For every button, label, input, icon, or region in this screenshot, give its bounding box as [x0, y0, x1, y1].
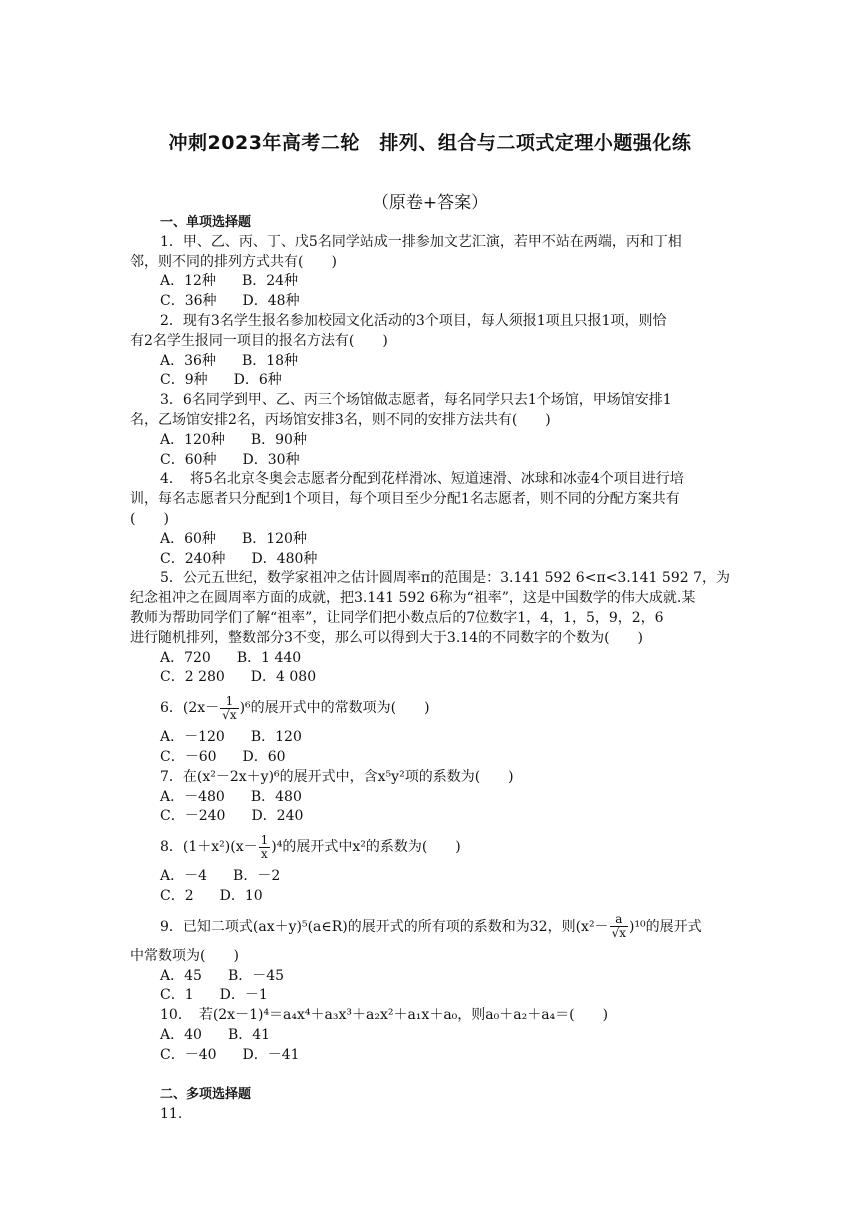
question-2-options-cd	[130, 371, 730, 391]
option-d: D．240	[251, 808, 304, 825]
option-b: B．480	[250, 788, 302, 805]
question-3-options-ab	[130, 431, 730, 451]
question-4-options-cd	[130, 550, 730, 570]
section-heading-multiple-choice: 二、多项选择题	[160, 1087, 252, 1103]
fraction-numerator: a	[610, 913, 628, 927]
question-9-options-ab	[130, 967, 730, 987]
option-a: A．－4	[160, 868, 208, 885]
question-list	[130, 213, 730, 1125]
option-a: A．－120	[160, 729, 225, 746]
question-9-text-pre: 9．已知二项式(ax＋y)⁵(a∈R)的展开式的所有项的系数和为32，则(x²－	[160, 918, 609, 935]
option-c: C．2	[160, 887, 194, 904]
question-6-options-cd	[130, 748, 730, 768]
question-5-line-4: 进行随机排列，整数部分3不变，那么可以得到大于3.14的不同数字的个数为( )	[130, 629, 644, 646]
option-d: D．60	[242, 748, 286, 765]
option-a: A．36种	[160, 352, 216, 369]
question-8-text-post: )⁴的展开式中x²的系数为( )	[271, 839, 461, 856]
option-b: B．90种	[250, 431, 307, 448]
option-c: C．60种	[160, 451, 217, 468]
question-3-line-2: 名，乙场馆安排2名，丙场馆安排3名，则不同的安排方法共有( )	[130, 411, 551, 428]
question-1-line-1: 1．甲、乙、丙、丁、戊5名同学站成一排参加文艺汇演，若甲不站在两端，丙和丁相	[160, 233, 682, 250]
fraction-numerator: 1	[220, 695, 238, 709]
option-a: A．45	[160, 967, 202, 984]
page-title: 冲刺2023年高考二轮 排列、组合与二项式定理小题强化练	[168, 132, 692, 154]
section-heading-single-choice: 一、单项选择题	[160, 215, 252, 230]
question-5-options-ab	[130, 649, 730, 669]
question-9-line-2: 中常数项为( )	[130, 947, 239, 964]
question-10-options-ab	[130, 1026, 730, 1046]
option-d: D．4 080	[250, 669, 317, 686]
question-5-line-3: 教师为帮助同学们了解“祖率”，让同学们把小数点后的7位数字1，4，1，5，9，2，6	[130, 609, 664, 626]
fraction	[259, 834, 271, 861]
fraction-denominator: x	[261, 846, 268, 861]
question-3-options-cd	[130, 451, 730, 471]
question-5-line-1: 5．公元五世纪，数学家祖冲之估计圆周率π的范围是：3.141 592 6<π<3.141 592 7，为	[160, 570, 730, 587]
question-6-text-post: )⁶的展开式中的常数项为( )	[239, 700, 430, 717]
option-c: C．－60	[160, 748, 217, 765]
option-d: D．480种	[251, 550, 318, 567]
option-c: C．9种	[160, 372, 208, 389]
fraction	[610, 913, 628, 940]
option-c: C．240种	[160, 550, 226, 567]
question-8-text-pre: 8．(1＋x²)(x－	[160, 839, 258, 856]
option-b: B．1 440	[236, 649, 302, 666]
question-4-options-ab	[130, 530, 730, 550]
option-a: A．12种	[160, 273, 216, 290]
question-1-options-ab	[130, 272, 730, 292]
question-7-stem: 7．在(x²－2x＋y)⁶的展开式中，含x⁵y²项的系数为( )	[160, 768, 514, 785]
option-a: A．720	[160, 649, 211, 666]
option-d: D．48种	[242, 293, 300, 310]
question-9-stem	[130, 907, 730, 947]
option-b: B．41	[227, 1026, 271, 1043]
question-5-line-2: 纪念祖冲之在圆周率方面的成就，把3.141 592 6称为“祖率”，这是中国数学的伟大成就.某	[130, 590, 696, 607]
question-10-options-cd	[130, 1046, 730, 1066]
question-2-options-ab	[130, 352, 730, 372]
question-9-text-post: )¹⁰的展开式	[628, 918, 702, 935]
question-6-stem	[130, 688, 730, 728]
question-8-stem	[130, 827, 730, 867]
option-a: A．120种	[160, 431, 225, 448]
question-6-text-pre: 6．(2x－	[160, 700, 220, 717]
option-a: A．－480	[160, 788, 225, 805]
question-5-options-cd	[130, 668, 730, 688]
question-4-line-1: 4． 将5名北京冬奥会志愿者分配到花样滑冰、短道速滑、冰球和冰壶4个项目进行培	[160, 471, 684, 488]
option-b: B．120	[250, 729, 302, 746]
question-3-line-1: 3．6名同学到甲、乙、丙三个场馆做志愿者，每名同学只去1个场馆，甲场馆安排1	[160, 392, 672, 409]
question-7-options-cd	[130, 807, 730, 827]
option-d: D．10	[219, 887, 263, 904]
question-7-options-ab	[130, 788, 730, 808]
question-11-number: 11.	[160, 1106, 183, 1123]
question-9-options-cd	[130, 986, 730, 1006]
option-c: C．1	[160, 987, 194, 1004]
option-a: A．60种	[160, 530, 216, 547]
question-8-options-ab	[130, 867, 730, 887]
option-c: C．－240	[160, 808, 226, 825]
option-d: D．30种	[242, 451, 300, 468]
spacer	[130, 1065, 730, 1085]
option-b: B．120种	[241, 530, 307, 547]
question-4-line-2: 训，每名志愿者只分配到1个项目，每个项目至少分配1名志愿者，则不同的分配方案共有	[130, 491, 680, 508]
question-2-line-2: 有2名学生报同一项目的报名方法有( )	[130, 332, 388, 349]
fraction-denominator: √x	[611, 926, 626, 941]
option-b: B．－2	[233, 868, 281, 885]
option-c: C．36种	[160, 293, 217, 310]
question-1-line-2: 邻，则不同的排列方式共有( )	[130, 253, 337, 270]
option-d: D．6种	[233, 372, 282, 389]
option-d: D．－41	[242, 1046, 300, 1063]
question-8-options-cd	[130, 887, 730, 907]
question-10-stem: 10． 若(2x－1)⁴＝a₄x⁴＋a₃x³＋a₂x²＋a₁x＋a₀，则a₀＋a₂＋a₄＝( )	[160, 1007, 609, 1024]
option-b: B．24种	[241, 273, 299, 290]
fraction-numerator: 1	[260, 832, 269, 847]
fraction-denominator: √x	[222, 707, 237, 722]
page-subtitle: （原卷+答案）	[371, 193, 489, 213]
question-4-line-3: ( )	[130, 510, 169, 527]
option-b: B．－45	[227, 967, 285, 984]
option-a: A．40	[160, 1026, 202, 1043]
question-1-options-cd	[130, 292, 730, 312]
question-2-line-1: 2．现有3名学生报名参加校园文化活动的3个项目，每人须报1项且只报1项，则恰	[160, 312, 667, 329]
option-c: C．2 280	[160, 669, 225, 686]
question-6-options-ab	[130, 728, 730, 748]
fraction	[220, 695, 238, 722]
option-d: D．－1	[219, 987, 268, 1004]
option-c: C．－40	[160, 1046, 217, 1063]
option-b: B．18种	[241, 352, 299, 369]
